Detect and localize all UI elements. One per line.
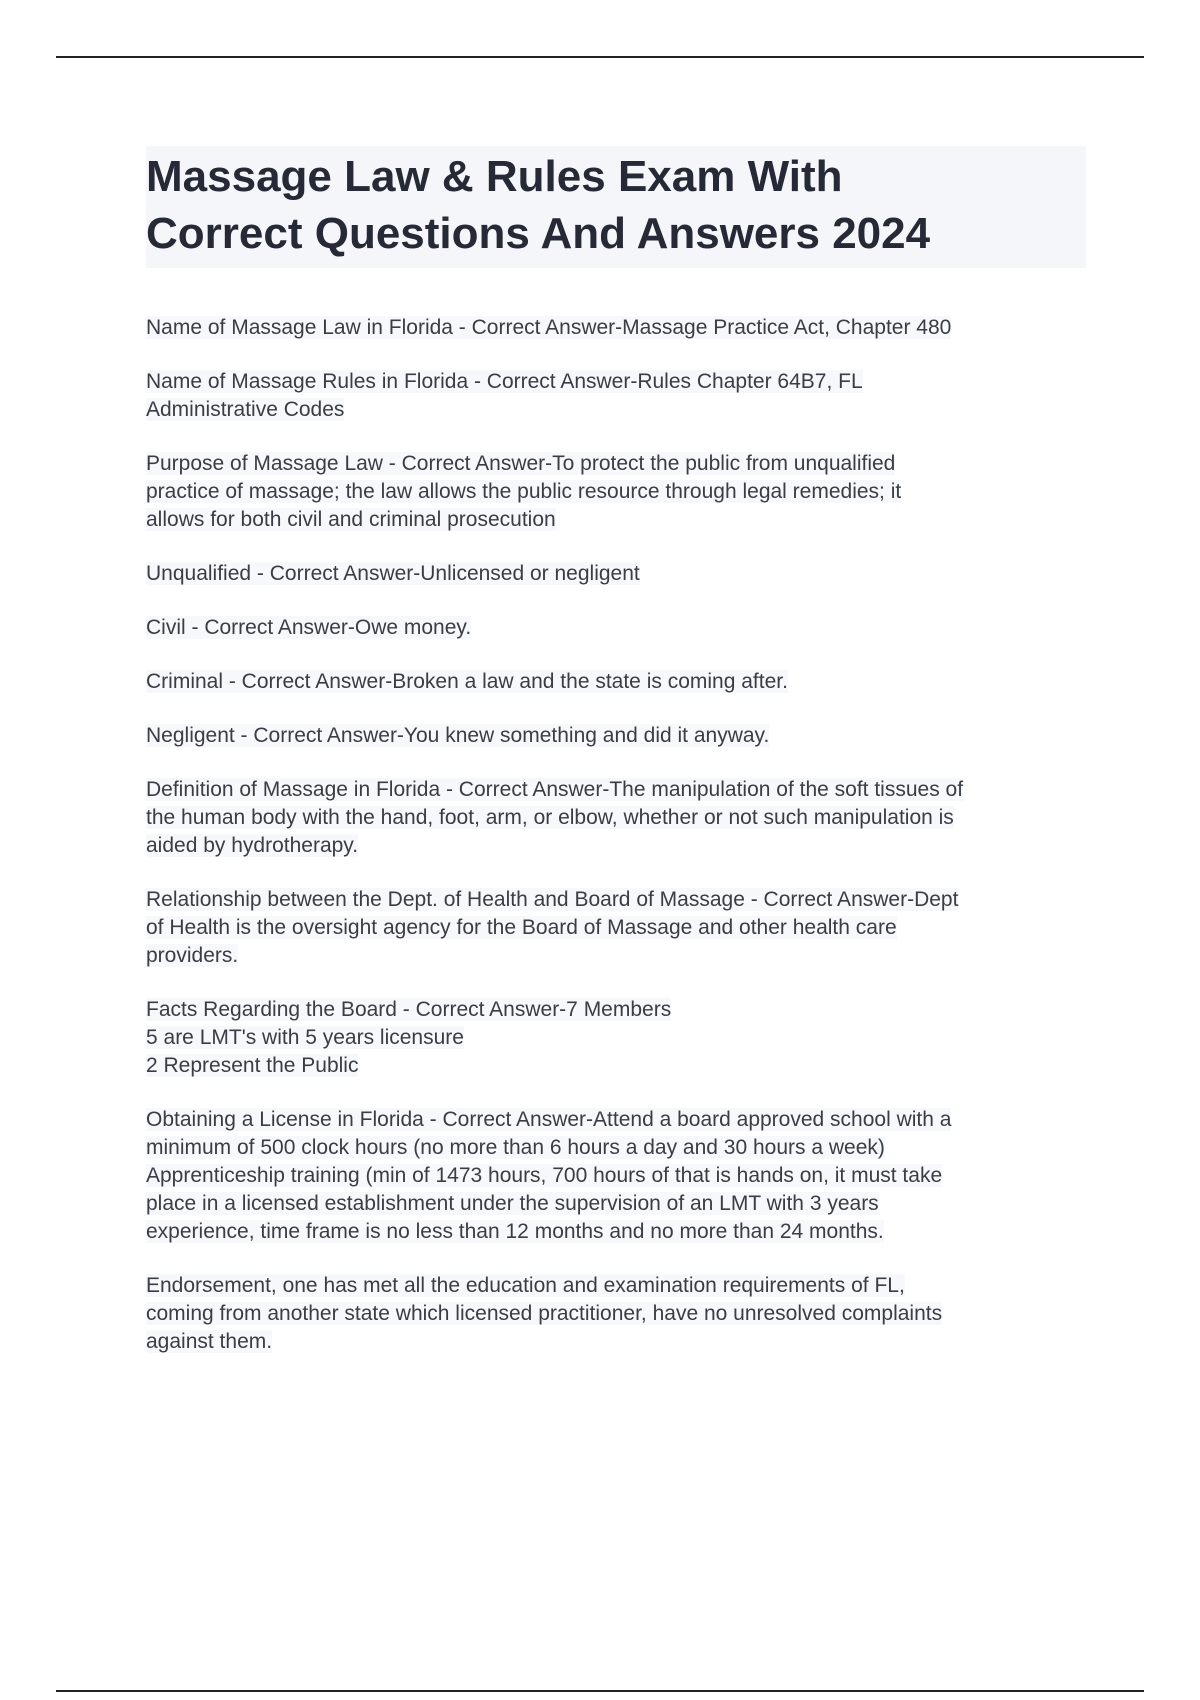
- qa-line: the human body with the hand, foot, arm, or elbow, whether or not such manipulation is: [146, 806, 954, 829]
- qa-line: providers.: [146, 944, 239, 967]
- qa-line: Obtaining a License in Florida - Correct Answer-Attend a board approved school with a: [146, 1108, 952, 1131]
- qa-line: place in a licensed establishment under the supervision of an LMT with 3 years: [146, 1192, 879, 1215]
- qa-line: aided by hydrotherapy.: [146, 834, 359, 857]
- qa-entry: [146, 368, 1086, 424]
- title-line-2: Correct Questions And Answers 2024: [146, 209, 931, 258]
- qa-list: [146, 314, 1086, 1356]
- qa-entry: [146, 668, 1086, 696]
- qa-line: Apprenticeship training (min of 1473 hours, 700 hours of that is hands on, it must take: [146, 1164, 943, 1187]
- qa-entry: [146, 722, 1086, 750]
- qa-line: coming from another state which licensed practitioner, have no unresolved complaints: [146, 1302, 943, 1325]
- qa-entry: [146, 886, 1086, 970]
- qa-entry: [146, 450, 1086, 534]
- qa-entry: [146, 1272, 1086, 1356]
- qa-line: Name of Massage Law in Florida - Correct Answer-Massage Practice Act, Chapter 480: [146, 316, 952, 339]
- qa-line: experience, time frame is no less than 12 months and no more than 24 months.: [146, 1220, 884, 1243]
- qa-entry: [146, 560, 1086, 588]
- qa-entry: [146, 614, 1086, 642]
- document-title: [146, 148, 1082, 262]
- qa-entry: [146, 314, 1086, 342]
- qa-line: 5 are LMT's with 5 years licensure: [146, 1026, 464, 1049]
- qa-line: Endorsement, one has met all the education and examination requirements of FL,: [146, 1274, 905, 1297]
- title-line-1: Massage Law & Rules Exam With: [146, 152, 843, 201]
- qa-line: Name of Massage Rules in Florida - Correct Answer-Rules Chapter 64B7, FL: [146, 370, 863, 393]
- qa-line: Purpose of Massage Law - Correct Answer-To protect the public from unqualified: [146, 452, 896, 475]
- qa-line: allows for both civil and criminal prosecution: [146, 508, 556, 531]
- qa-entry: [146, 996, 1086, 1080]
- qa-line: practice of massage; the law allows the public resource through legal remedies; it: [146, 480, 902, 503]
- qa-line: Unqualified - Correct Answer-Unlicensed or negligent: [146, 562, 640, 585]
- qa-line: 2 Represent the Public: [146, 1054, 359, 1077]
- qa-line: Relationship between the Dept. of Health and Board of Massage - Correct Answer-Dept: [146, 888, 959, 911]
- title-block: [146, 146, 1086, 268]
- qa-entry: [146, 776, 1086, 860]
- qa-entry: [146, 1106, 1086, 1246]
- qa-line: of Health is the oversight agency for the Board of Massage and other health care: [146, 916, 897, 939]
- qa-line: Criminal - Correct Answer-Broken a law and the state is coming after.: [146, 670, 788, 693]
- qa-line: Civil - Correct Answer-Owe money.: [146, 616, 472, 639]
- qa-line: Definition of Massage in Florida - Correct Answer-The manipulation of the soft tissues of: [146, 778, 964, 801]
- qa-line: against them.: [146, 1330, 273, 1353]
- qa-line: Administrative Codes: [146, 398, 345, 421]
- qa-line: Negligent - Correct Answer-You knew something and did it anyway.: [146, 724, 770, 747]
- top-rule: [56, 56, 1144, 58]
- qa-line: Facts Regarding the Board - Correct Answer-7 Members: [146, 998, 672, 1021]
- qa-line: minimum of 500 clock hours (no more than 6 hours a day and 30 hours a week): [146, 1136, 885, 1159]
- bottom-rule: [56, 1690, 1144, 1692]
- document-body: [146, 146, 1086, 1382]
